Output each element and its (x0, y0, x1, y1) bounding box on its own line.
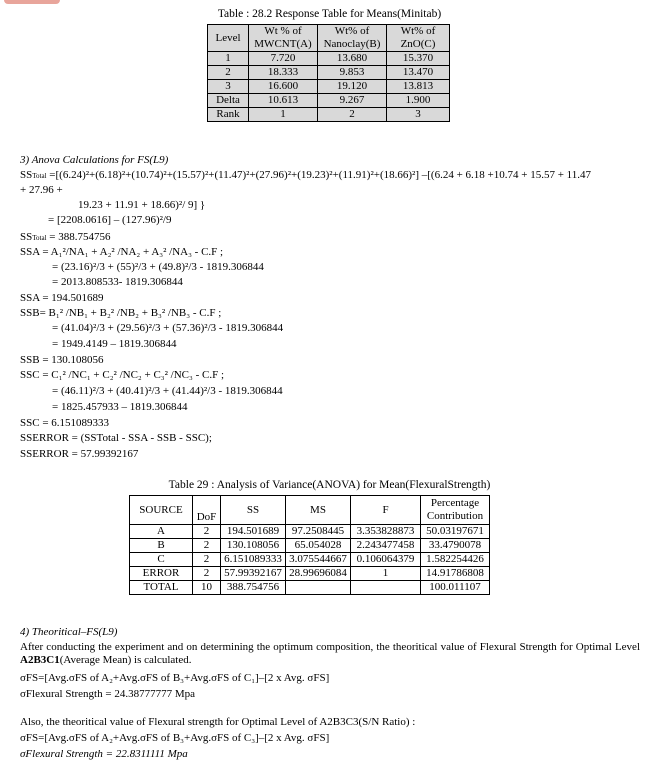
table-row: A 2 194.501689 97.2508445 3.353828873 50.03197671 (130, 525, 490, 539)
ss-total-step: = [2208.0616] – (127.96)²/9 (48, 214, 172, 226)
table-row: Rank 1 2 3 (208, 108, 450, 122)
table-row: TOTAL 10 388.754756 100.011107 (130, 581, 490, 595)
table1-caption: Table : 28.2 Response Table for Means(Minitab) (217, 8, 442, 20)
table-row: ERROR 2 57.99392167 28.99696084 1 14.91786808 (130, 567, 490, 581)
col-header-b: Wt% of Nanoclay(B) (318, 25, 387, 52)
formula-1: σFS=[Avg.σFS of A₂+Avg.σFS of B₃+Avg.σFS of C₁]–[2 x Avg. σFS] (20, 672, 330, 684)
formula-2: σFS=[Avg.σFS of A₂+Avg.σFS of B₃+Avg.σFS of C₃]–[2 x Avg. σFS] (20, 732, 330, 744)
section4-heading: 4) Theoritical–FS(L9) (20, 626, 118, 638)
result-1: σFlexural Strength = 24.38777777 Mpa (20, 688, 195, 700)
section3-heading: 3) Anova Calculations for FS(L9) (20, 154, 169, 166)
ssa-step: = 2013.808533- 1819.306844 (52, 276, 183, 288)
table-header-row (130, 496, 490, 525)
response-table (207, 24, 450, 122)
ss-total-result: SSTotal = 388.754756 (20, 231, 111, 243)
source-header: SOURCE (130, 496, 193, 525)
table-row: 1 7.720 13.680 15.370 (208, 52, 450, 66)
ssc-formula: SSC = C₁² /NC₁ + C₂² /NC₂ + C₃² /NC₃ - C.F ; (20, 369, 225, 381)
level-header: Level (208, 25, 249, 52)
ssb-result: SSB = 130.108056 (20, 354, 104, 366)
ss-header: SS (221, 496, 286, 525)
percentage-header: Percentage Contribution (421, 496, 490, 525)
ssb-step: = (41.04)²/3 + (29.56)²/3 + (57.36)²/3 - 1819.306844 (52, 322, 284, 334)
ssc-result: SSC = 6.151089333 (20, 417, 110, 429)
section4-paragraph: After conducting the experiment and on determining the optimum composition, the theoritical value of Flexural Strength for Optimal Level A2B3C1(Average Mean) is calculated. (20, 641, 640, 666)
ss-total-line: SSTotal =[(6.24)²+(6.18)²+(10.74)²+(15.57)²+(11.47)²+(27.96)²+(19.23)²+(11.91)²+(18.66)²] –[(6.24 + 6.18 +10.74 + 15.57 + 11.47 (20, 169, 591, 181)
ssa-formula: SSA = A₁²/NA₁ + A₂² /NA₂ + A₃² /NA₃ - C.F ; (20, 246, 224, 258)
col-header-a: Wt % of MWCNT(A) (249, 25, 318, 52)
dof-header: DoF (193, 496, 221, 525)
sserror-result: SSERROR = 57.99392167 (20, 448, 139, 460)
table-row: 3 16.600 19.120 13.813 (208, 80, 450, 94)
table2-caption: Table 29 : Analysis of Variance(ANOVA) for Mean(FlexuralStrength) (168, 479, 491, 491)
ssa-step: = (23.16)²/3 + (55)²/3 + (49.8)²/3 - 1819.306844 (52, 261, 264, 273)
table-row: 2 18.333 9.853 13.470 (208, 66, 450, 80)
table-row: Delta 10.613 9.267 1.900 (208, 94, 450, 108)
ss-total-continued: + 27.96 + (20, 184, 63, 196)
anova-table (129, 495, 490, 595)
ssb-formula: SSB= B₁² /NB₁ + B₂² /NB₂ + B₃² /NB₃ - C.F ; (20, 307, 222, 319)
ss-total-continued: 19.23 + 11.91 + 18.66)²/ 9] } (78, 199, 206, 211)
table-header-row (208, 25, 450, 52)
section4-paragraph-2: Also, the theoritical value of Flexural strength for Optimal Level of A2B3C3(S/N Ratio) : (20, 716, 416, 728)
ssc-step: = 1825.457933 – 1819.306844 (52, 401, 188, 413)
result-2: σFlexural Strength = 22.8311111 Mpa (20, 748, 188, 760)
sserror-formula: SSERROR = (SSTotal - SSA - SSB - SSC); (20, 432, 212, 444)
logo-fragment (4, 0, 60, 4)
table-row: C 2 6.151089333 3.075544667 0.106064379 1.582254426 (130, 553, 490, 567)
ssa-result: SSA = 194.501689 (20, 292, 104, 304)
f-header: F (351, 496, 421, 525)
ssb-step: = 1949.4149 – 1819.306844 (52, 338, 177, 350)
ssc-step: = (46.11)²/3 + (40.41)²/3 + (41.44)²/3 - 1819.306844 (52, 385, 283, 397)
table-row: B 2 130.108056 65.054028 2.243477458 33.4790078 (130, 539, 490, 553)
ms-header: MS (286, 496, 351, 525)
col-header-c: Wt% of ZnO(C) (387, 25, 450, 52)
